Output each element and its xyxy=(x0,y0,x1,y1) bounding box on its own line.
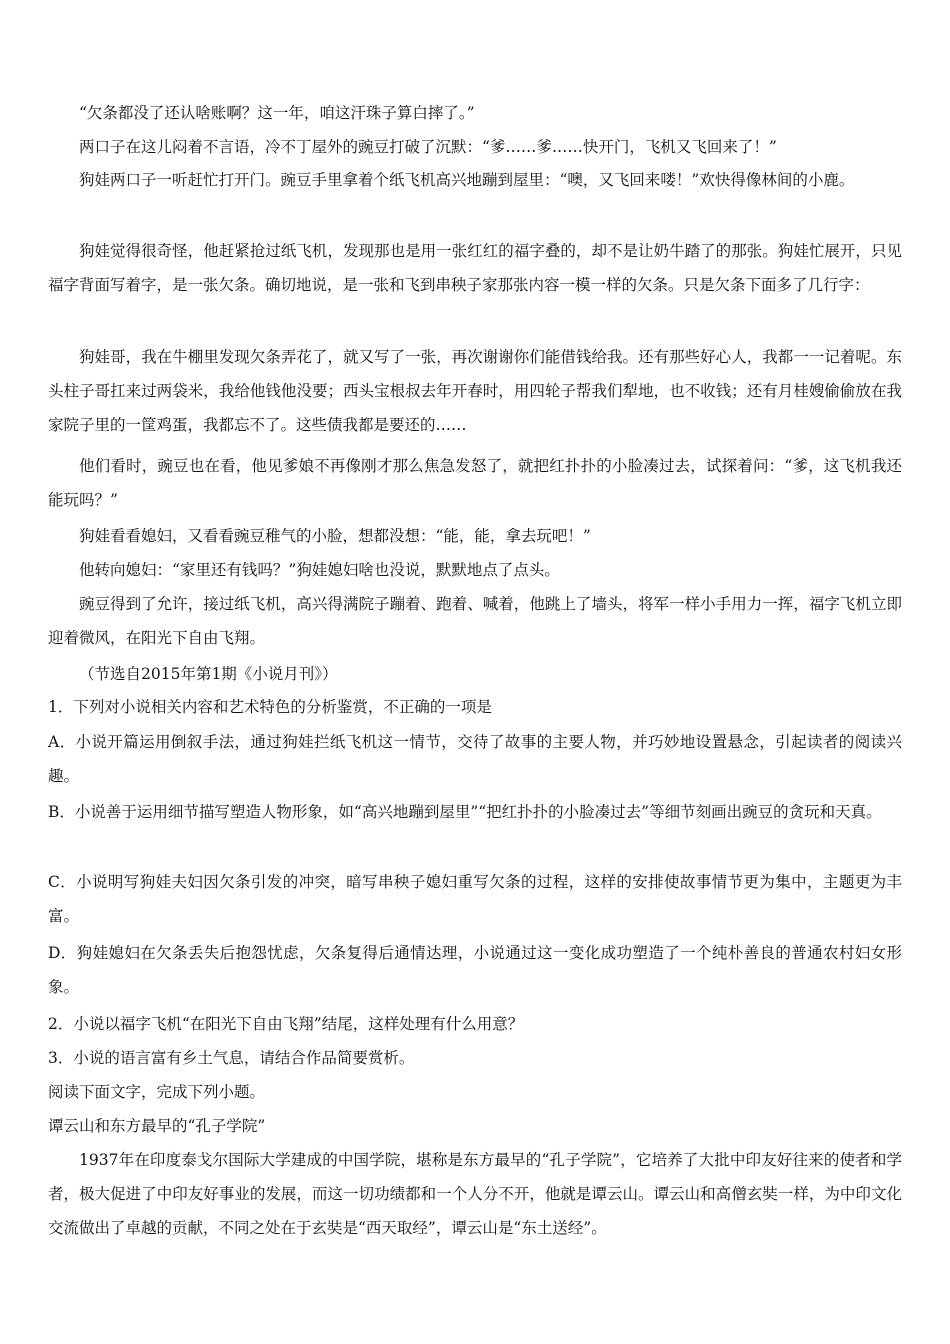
question-1: 1．下列对小说相关内容和艺术特色的分析鉴赏，不正确的一项是 xyxy=(48,698,492,716)
question-2: 2．小说以福字飞机“在阳光下自由飞翔”结尾，这样处理有什么用意？ xyxy=(48,1015,524,1033)
article-paragraph: 1937年在印度泰戈尔国际大学建成的中国学院，堪称是东方最早的“孔子学院”，它培养了大批中印友好往来的使者和学者，极大促进了中印友好事业的发展，而这一切功绩都和一个人分不开，他就是谭云山。谭云山和高僧玄奘一样，为中印文化交流做出了卓越的贡献，不同之处在于玄奘是“西天取经”，谭云山是“东土送经”。 xyxy=(48,1151,902,1237)
story-paragraph: 狗娃两口子一听赶忙打开门。豌豆手里拿着个纸飞机高兴地蹦到屋里：“噢，又飞回来喽！”欢快得像林间的小鹿。 xyxy=(79,171,855,189)
option-a: A．小说开篇运用倒叙手法，通过狗娃拦纸飞机这一情节，交待了故事的主要人物，并巧妙地设置悬念，引起读者的阅读兴趣。 xyxy=(48,733,902,785)
story-paragraph: 豌豆得到了允许，接过纸飞机，高兴得满院子蹦着、跑着、喊着，他跳上了墙头，将军一样小手用力一挥，福字飞机立即迎着微风，在阳光下自由飞翔。 xyxy=(48,595,902,647)
option-b: B．小说善于运用细节描写塑造人物形象，如“高兴地蹦到屋里”“把红扑扑的小脸凑过去”等细节刻画出豌豆的贪玩和天真。 xyxy=(48,803,882,821)
story-paragraph: 他转向媳妇：“家里还有钱吗？”狗娃媳妇啥也没说，默默地点了点头。 xyxy=(79,561,560,579)
story-paragraph-iou-note: 狗娃哥，我在牛棚里发现欠条弄花了，就又写了一张，再次谢谢你们能借钱给我。还有那些好心人，我都一一记着呢。东头柱子哥扛来过两袋米，我给他钱他没要；西头宝根叔去年开春时，用四轮子帮我们犁地，也不收钱；还有月桂嫂偷偷放在我家院子里的一筐鸡蛋，我都忘不了。这些债我都是要还的…… xyxy=(48,348,902,434)
article-title: 谭云山和东方最早的“孔子学院” xyxy=(48,1117,266,1135)
story-paragraph: “欠条都没了还认啥账啊？这一年，咱这汗珠子算白摔了。” xyxy=(79,104,475,122)
question-3: 3．小说的语言富有乡土气息，请结合作品简要赏析。 xyxy=(48,1049,415,1067)
story-paragraph: 狗娃觉得很奇怪，他赶紧抢过纸飞机，发现那也是用一张红红的福字叠的，却不是让奶牛踏了的那张。狗娃忙展开，只见福字背面写着字，是一张欠条。确切地说，是一张和飞到串秧子家那张内容一模一样的欠条。只是欠条下面多了几行字： xyxy=(48,242,902,294)
option-c: C．小说明写狗娃夫妇因欠条引发的冲突，暗写串秧子媳妇重写欠条的过程，这样的安排使故事情节更为集中，主题更为丰富。 xyxy=(48,873,902,925)
option-d: D．狗娃媳妇在欠条丢失后抱怨忧虑，欠条复得后通情达理，小说通过这一变化成功塑造了一个纯朴善良的普通农村妇女形象。 xyxy=(48,944,902,996)
story-paragraph: 两口子在这儿闷着不言语，冷不丁屋外的豌豆打破了沉默：“爹……爹……快开门，飞机又飞回来了！” xyxy=(79,138,777,156)
reading-instruction: 阅读下面文字，完成下列小题。 xyxy=(48,1083,266,1101)
source-note: （节选自2015年第1期《小说月刊》） xyxy=(79,665,338,683)
story-paragraph: 他们看时，豌豆也在看，他见爹娘不再像刚才那么焦急发怒了，就把红扑扑的小脸凑过去，试探着问：“爹，这飞机我还能玩吗？” xyxy=(48,457,902,509)
story-paragraph: 狗娃看看媳妇，又看看豌豆稚气的小脸，想都没想：“能，能，拿去玩吧！” xyxy=(79,527,591,545)
